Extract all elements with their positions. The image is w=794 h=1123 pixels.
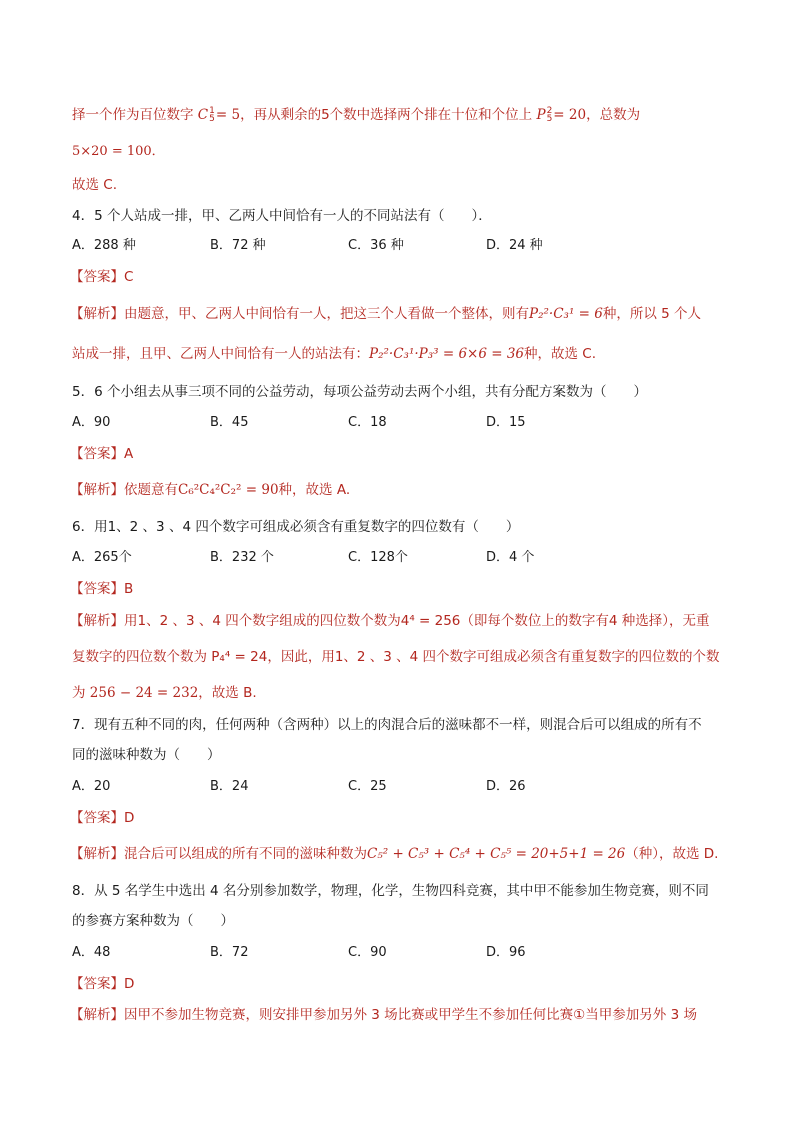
q4-answer <box>70 268 133 286</box>
answer-value: C <box>124 269 134 285</box>
cont-line-3: 故选 C. <box>72 177 118 193</box>
answer-label: 【答案】 <box>70 269 124 285</box>
q6-analysis-line-2: 复数字的四位数个数为 P₄⁴ = 24，因此，用1、2 、3 、4 四个数字可组成必须含有重复数字的四位数的个数 <box>72 649 720 665</box>
answer-value: D <box>124 810 135 826</box>
q8-option-d: D．96 <box>486 945 526 960</box>
answer-label: 【答案】 <box>70 581 124 597</box>
analysis-text: （种），故选 D. <box>625 846 719 862</box>
q8-option-c: C．90 <box>348 945 387 960</box>
answer-value: A <box>124 446 134 462</box>
q6-analysis-line-1 <box>70 612 710 630</box>
q6-option-c: C．128个 <box>348 550 408 565</box>
answer-label: 【答案】 <box>70 446 124 462</box>
cont-num: 5 <box>321 107 330 123</box>
q7-answer <box>70 809 134 827</box>
cont-line-1 <box>72 106 640 124</box>
analysis-text: 种，故选 A. <box>278 482 351 498</box>
q7-option-c: C．25 <box>348 779 387 794</box>
q7-option-d: D．26 <box>486 779 526 794</box>
q7-analysis <box>70 845 718 863</box>
q6-option-a: A．265个 <box>72 550 132 565</box>
c-symbol: C <box>197 107 209 123</box>
analysis-text: 因甲不参加生物竞赛，则安排甲参加另外 3 场比赛或甲学生不参加任何比赛①当甲参加另外 3 场 <box>124 1007 697 1023</box>
c-sup: 1 <box>209 106 215 116</box>
q8-question-line-1: 8．从 5 名学生中选出 4 名分别参加数学，物理，化学，生物四科竞赛，其中甲不能参加生物竞赛，则不同 <box>72 883 709 899</box>
analysis-label: 【解析】 <box>70 482 124 498</box>
analysis-text: 依题意有 <box>124 482 178 498</box>
c-scripts <box>209 107 215 123</box>
cont-text: ，总数为 <box>586 107 641 123</box>
analysis-text: 用1、2 、3 、4 四个数字组成的四位数个数为4⁴ = 256（即每个数位上的数字有4 种选择），无重 <box>124 613 710 629</box>
analysis-formula: C₅² + C₅³ + C₅⁴ + C₅⁵ = 20+5+1 = 26 <box>367 846 626 862</box>
cont-text: 个数中选择两个排在十位和个位上 <box>329 107 533 123</box>
q4-analysis-line-1 <box>70 305 701 323</box>
cont-line-2: 5×20 = 100． <box>72 144 165 159</box>
p-sup: 2 <box>546 106 553 116</box>
q4-option-d: D．24 种 <box>486 238 543 253</box>
analysis-label: 【解析】 <box>70 846 124 862</box>
q7-question-line-1: 7．现有五种不同的肉，任何两种（含两种）以上的肉混合后的滋味都不一样，则混合后可以组成的所有不 <box>72 717 702 733</box>
analysis-text: ，故选 B. <box>198 685 257 701</box>
answer-value: D <box>124 976 135 992</box>
analysis-label: 【解析】 <box>70 1007 124 1023</box>
analysis-text: 种，所以 5 个人 <box>602 306 702 322</box>
q5-question: 5．6 个小组去从事三项不同的公益劳动，每项公益劳动去两个小组，共有分配方案数为（ ） <box>72 384 647 400</box>
q8-option-a: A．48 <box>72 945 111 960</box>
q6-answer <box>70 580 133 598</box>
q7-option-b: B．24 <box>210 779 249 794</box>
q4-option-b: B．72 种 <box>210 238 266 253</box>
p-symbol: P <box>536 107 546 123</box>
q5-option-c: C．18 <box>348 415 387 430</box>
q5-option-d: D．15 <box>486 415 526 430</box>
q8-answer <box>70 975 134 993</box>
analysis-formula: P₂²·C₃¹·P₃³ = 6×6 = 36 <box>369 346 525 362</box>
analysis-text: 站成一排，且甲、乙两人中间恰有一人的站法有： <box>72 346 369 362</box>
q4-option-a: A．288 种 <box>72 238 136 253</box>
q5-answer <box>70 445 133 463</box>
analysis-formula: 为 256 − 24 = 232 <box>72 685 199 701</box>
q8-analysis-line-1 <box>70 1006 697 1024</box>
answer-label: 【答案】 <box>70 976 124 992</box>
q8-question-line-2: 的参赛方案种数为（ ） <box>72 913 234 929</box>
answer-value: B <box>124 581 134 597</box>
q7-option-a: A．20 <box>72 779 111 794</box>
analysis-label: 【解析】 <box>70 613 124 629</box>
cont-text: 择一个作为百位数字 <box>72 107 194 123</box>
q4-question: 4．5 个人站成一排，甲、乙两人中间恰有一人的不同站法有（ ）． <box>72 208 492 224</box>
analysis-formula: P₂²·C₃¹ = 6 <box>529 306 603 322</box>
p-eq: = 20 <box>553 107 587 123</box>
q6-question: 6．用1、2 、3 、4 四个数字可组成必须含有重复数字的四位数有（ ） <box>72 519 520 535</box>
q6-option-d: D．4 个 <box>486 550 535 565</box>
q5-analysis <box>70 481 350 499</box>
analysis-label: 【解析】 <box>70 306 124 322</box>
analysis-text: 混合后可以组成的所有不同的滋味种数为 <box>124 846 367 862</box>
c-sub: 5 <box>209 114 215 124</box>
q6-analysis-line-3 <box>72 684 257 702</box>
q7-question-line-2: 同的滋味种数为（ ） <box>72 747 221 763</box>
p-scripts <box>547 107 553 123</box>
analysis-formula: C₆²C₄²C₂² = 90 <box>178 482 279 498</box>
cont-text: ，再从剩余的 <box>240 107 322 123</box>
answer-label: 【答案】 <box>70 810 124 826</box>
q4-analysis-line-2 <box>72 345 596 363</box>
c-eq: = 5 <box>215 107 241 123</box>
p-sub: 5 <box>546 114 553 124</box>
q8-option-b: B．72 <box>210 945 249 960</box>
q4-option-c: C．36 种 <box>348 238 404 253</box>
analysis-text: 由题意，甲、乙两人中间恰有一人，把这三个人看做一个整体，则有 <box>124 306 529 322</box>
analysis-text: 种，故选 C. <box>524 346 597 362</box>
q6-option-b: B．232 个 <box>210 550 274 565</box>
q5-option-a: A．90 <box>72 415 111 430</box>
q5-option-b: B．45 <box>210 415 249 430</box>
